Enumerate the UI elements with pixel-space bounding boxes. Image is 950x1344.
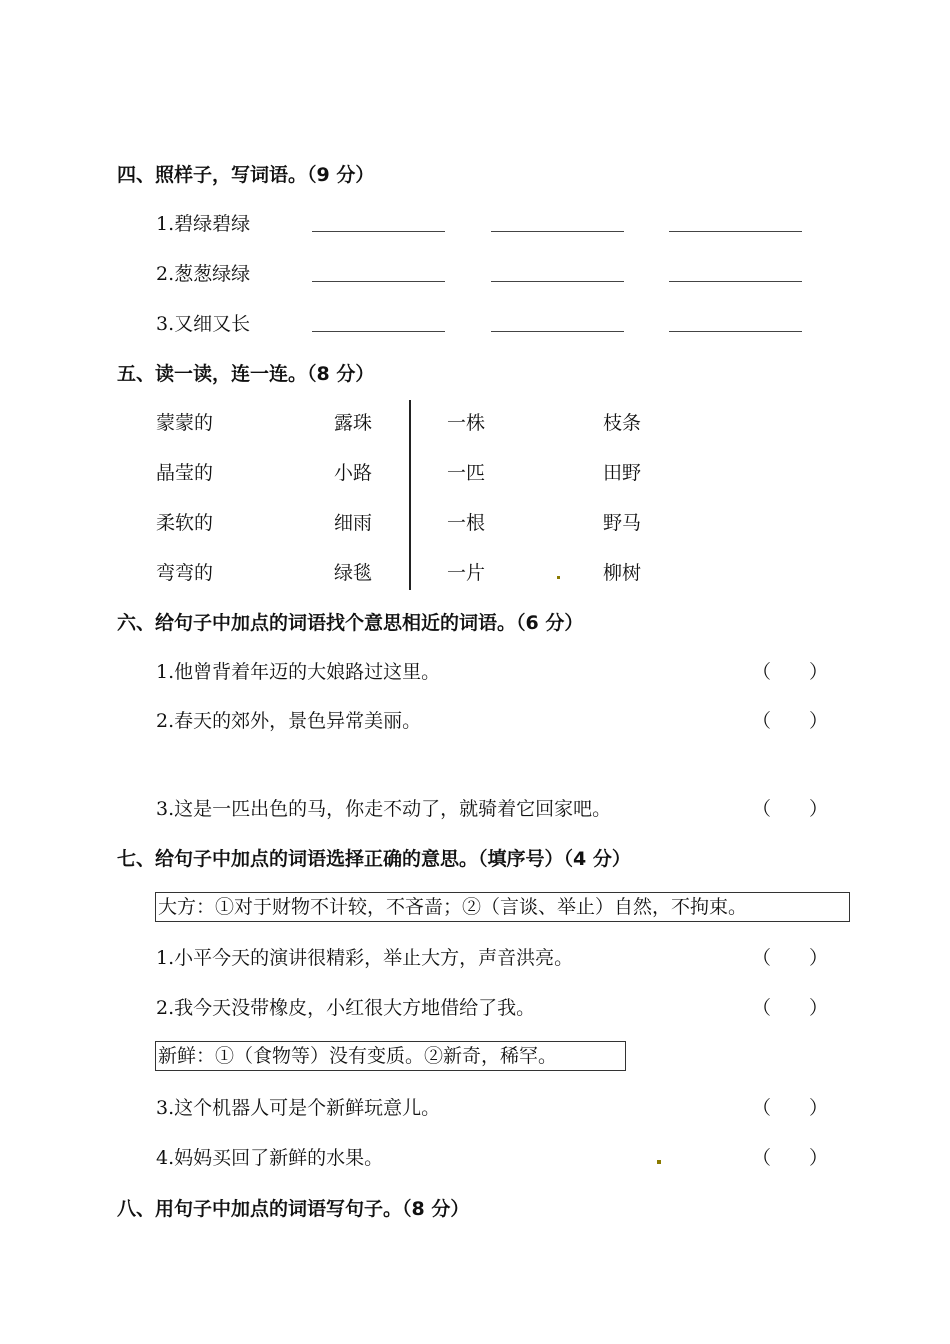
s4-blank-2c[interactable] [669, 281, 802, 282]
s4-blank-1a[interactable] [312, 231, 445, 232]
s5-right-1[interactable]: 一株 [447, 412, 486, 434]
s5-right-2[interactable]: 一匹 [447, 462, 486, 484]
s7-answer-4[interactable]: （ ） [752, 1147, 829, 1169]
section-8-title: 八、用句子中加点的词语写句子。（8 分） [117, 1198, 470, 1220]
s7-item-3: 3.这个机器人可是个新鲜玩意儿。 [156, 1097, 441, 1119]
s4-blank-3c[interactable] [669, 331, 802, 332]
s5-left-1[interactable]: 蒙蒙的 [156, 412, 214, 434]
stray-dot-2 [657, 1160, 661, 1164]
section-5-title: 五、读一读，连一连。（8 分） [117, 363, 375, 385]
section-6-title: 六、给句子中加点的词语找个意思相近的词语。（6 分） [117, 612, 584, 634]
s5-right2-1[interactable]: 枝条 [603, 412, 642, 434]
s7-item-4: 4.妈妈买回了新鲜的水果。 [156, 1147, 384, 1169]
s5-left-3[interactable]: 柔软的 [156, 512, 214, 534]
s7-answer-3[interactable]: （ ） [752, 1097, 829, 1119]
s6-answer-1[interactable]: （ ） [752, 661, 829, 683]
s4-blank-3a[interactable] [312, 331, 445, 332]
s4-blank-2a[interactable] [312, 281, 445, 282]
s4-item-2: 2.葱葱绿绿 [156, 263, 251, 285]
s6-item-1: 1.他曾背着年迈的大娘路过这里。 [156, 661, 441, 683]
s7-item-1: 1.小平今天的演讲很精彩，举止大方，声音洪亮。 [156, 947, 574, 969]
s5-right-3[interactable]: 一根 [447, 512, 486, 534]
s7-answer-2[interactable]: （ ） [752, 997, 829, 1019]
s4-blank-2b[interactable] [491, 281, 624, 282]
s6-answer-2[interactable]: （ ） [752, 710, 829, 732]
s4-item-3: 3.又细又长 [156, 313, 251, 335]
section-4-title: 四、照样子，写词语。（9 分） [117, 164, 375, 186]
s4-item-1: 1.碧绿碧绿 [156, 213, 251, 235]
s4-blank-3b[interactable] [491, 331, 624, 332]
s5-left2-4[interactable]: 绿毯 [334, 562, 373, 584]
s5-right2-2[interactable]: 田野 [603, 462, 642, 484]
s4-blank-1c[interactable] [669, 231, 802, 232]
s5-right-4[interactable]: 一片 [447, 562, 486, 584]
s6-answer-3[interactable]: （ ） [752, 798, 829, 820]
stray-dot [557, 576, 560, 579]
s7-definition-box-2: 新鲜：①（食物等）没有变质。②新奇，稀罕。 [155, 1041, 626, 1071]
s5-left2-2[interactable]: 小路 [334, 462, 373, 484]
s5-left2-3[interactable]: 细雨 [334, 512, 373, 534]
s5-left2-1[interactable]: 露珠 [334, 412, 373, 434]
s6-item-3: 3.这是一匹出色的马，你走不动了，就骑着它回家吧。 [156, 798, 612, 820]
s4-blank-1b[interactable] [491, 231, 624, 232]
s6-item-2: 2.春天的郊外，景色异常美丽。 [156, 710, 422, 732]
s5-right2-3[interactable]: 野马 [603, 512, 642, 534]
s5-left-4[interactable]: 弯弯的 [156, 562, 214, 584]
s5-divider [409, 400, 411, 590]
section-7-title: 七、给句子中加点的词语选择正确的意思。（填序号）（4 分） [117, 848, 631, 870]
s5-left-2[interactable]: 晶莹的 [156, 462, 214, 484]
s7-answer-1[interactable]: （ ） [752, 947, 829, 969]
s7-item-2: 2.我今天没带橡皮，小红很大方地借给了我。 [156, 997, 536, 1019]
s5-right2-4[interactable]: 柳树 [603, 562, 642, 584]
s7-definition-box-1: 大方：①对于财物不计较，不吝啬；②（言谈、举止）自然，不拘束。 [155, 892, 850, 922]
